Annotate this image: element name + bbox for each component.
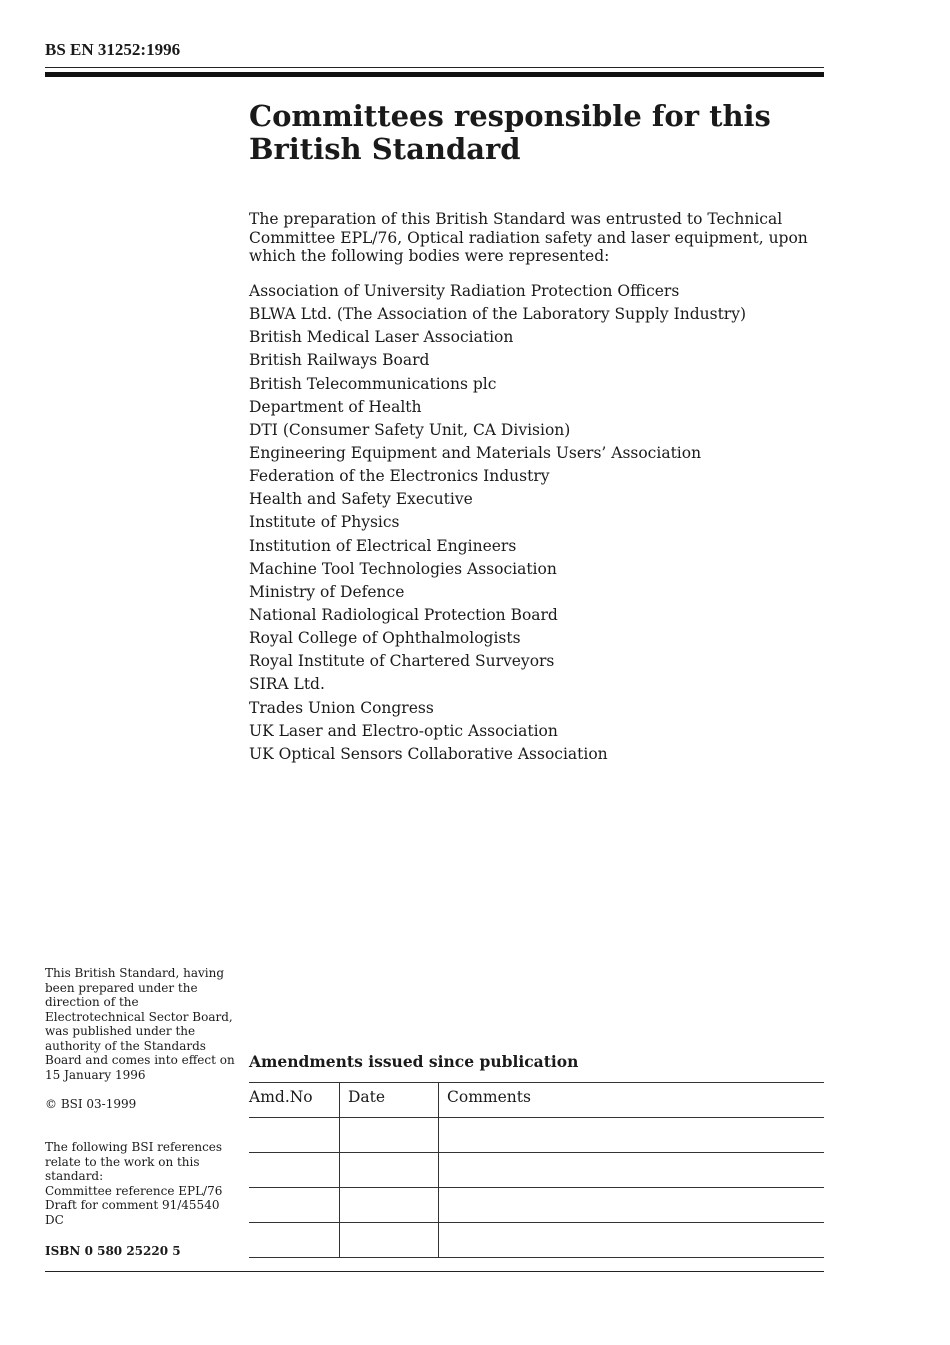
title-line-1: Committees responsible for this	[249, 99, 771, 133]
body-item: National Radiological Protection Board	[249, 605, 558, 624]
amendments-header-row	[249, 1083, 824, 1118]
body-item: BLWA Ltd. (The Association of the Laboratory Supply Industry)	[249, 305, 747, 324]
draft-reference: Draft for comment 91/45540 DC	[45, 1198, 220, 1227]
amendments-heading: Amendments issued since publication	[249, 1052, 579, 1071]
body-item: Trades Union Congress	[249, 698, 434, 717]
body-item: British Railways Board	[249, 351, 430, 370]
header-rule-thick	[45, 72, 824, 77]
footer-rule	[45, 1271, 824, 1272]
represented-bodies-list	[249, 281, 746, 767]
header-rule-thin	[45, 67, 824, 68]
body-item: British Medical Laser Association	[249, 328, 514, 347]
body-item: SIRA Ltd.	[249, 675, 325, 694]
body-item: Association of University Radiation Protection Officers	[249, 282, 680, 300]
publication-note-text: This British Standard, having been prepared under the direction of the Electrotechnical Sector Board, was published under the authority of the Standards Board and comes into effect on	[45, 966, 235, 1067]
body-item: Royal College of Ophthalmologists	[249, 629, 521, 648]
page-title	[249, 100, 819, 166]
effective-date: 15 January 1996	[45, 1067, 146, 1082]
table-row	[249, 1118, 824, 1153]
table-row	[249, 1223, 824, 1258]
column-header-comments: Comments	[439, 1083, 825, 1118]
publication-note	[45, 966, 240, 1082]
body-item: Engineering Equipment and Materials Users’ Association	[249, 443, 702, 462]
document-id: BS EN 31252:1996	[45, 40, 181, 59]
column-header-date: Date	[340, 1083, 439, 1118]
amendments-table	[249, 1082, 824, 1258]
body-item: UK Optical Sensors Collaborative Association	[249, 744, 608, 763]
isbn: ISBN 0 580 25220 5	[45, 1244, 181, 1258]
title-line-2: British Standard	[249, 132, 521, 166]
body-item: DTI (Consumer Safety Unit, CA Division)	[249, 420, 571, 439]
body-item: Department of Health	[249, 397, 422, 416]
committee-reference: Committee reference EPL/76	[45, 1183, 223, 1198]
body-item: Machine Tool Technologies Association	[249, 559, 557, 578]
body-item: Federation of the Electronics Industry	[249, 467, 550, 486]
body-item: UK Laser and Electro-optic Association	[249, 721, 558, 740]
body-item: British Telecommunications plc	[249, 374, 497, 393]
table-row	[249, 1153, 824, 1188]
copyright-notice: © BSI 03-1999	[45, 1097, 137, 1111]
body-item: Ministry of Defence	[249, 582, 405, 601]
body-item: Institute of Physics	[249, 513, 400, 532]
body-item: Royal Institute of Chartered Surveyors	[249, 652, 555, 671]
column-header-amd-no: Amd.No	[249, 1083, 340, 1118]
body-item: Institution of Electrical Engineers	[249, 536, 517, 555]
intro-paragraph: The preparation of this British Standard was entrusted to Technical Committee EPL/76, Optical radiation safety and laser equipment, upon which the following bodies were represented:	[249, 210, 808, 265]
bsi-references	[45, 1140, 240, 1227]
references-note: The following BSI references relate to the work on this standard:	[45, 1140, 223, 1183]
table-row	[249, 1188, 824, 1223]
body-item: Health and Safety Executive	[249, 490, 473, 509]
